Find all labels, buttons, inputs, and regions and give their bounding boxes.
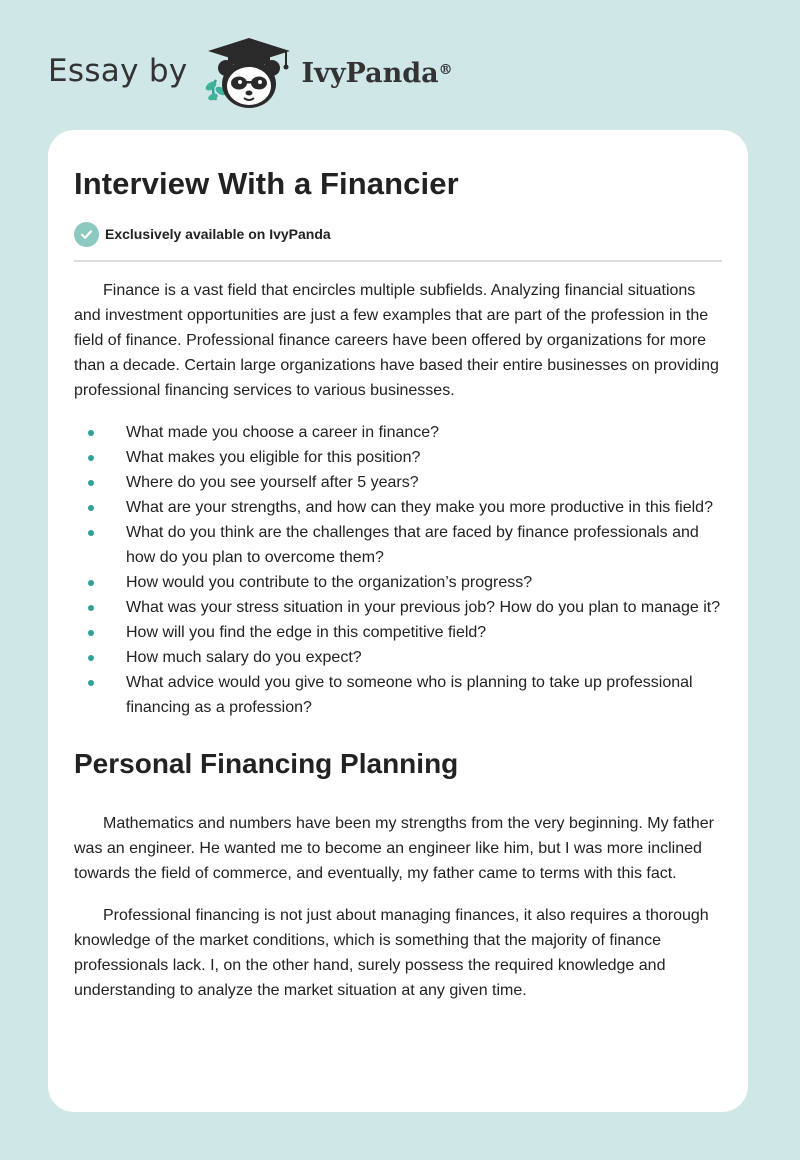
question-text: What made you choose a career in finance?	[126, 424, 440, 441]
registered-mark: ®	[438, 61, 453, 78]
question-text: How will you find the edge in this competitive field?	[126, 624, 487, 641]
exclusive-label: Exclusively available on IvyPanda	[105, 226, 331, 242]
question-text: What advice would you give to someone who is planning to take up professional financing as a profession?	[126, 674, 693, 716]
bullet-icon	[88, 680, 94, 686]
question-text: How much salary do you expect?	[126, 649, 362, 666]
list-item	[74, 445, 722, 470]
bullet-icon	[88, 580, 94, 586]
bullet-icon	[88, 480, 94, 486]
list-item	[74, 470, 722, 495]
list-item	[74, 620, 722, 645]
list-item	[74, 670, 722, 720]
list-item	[74, 645, 722, 670]
intro-paragraph: Finance is a vast field that encircles multiple subfields. Analyzing financial situations and investment opportunities are just a few examples that are part of the profession in the field of finance. Professional finance careers have been offered by organizations for more than a decade. Certain large organizations have based their entire businesses on providing professional financing services to various businesses.	[74, 282, 719, 399]
bullet-icon	[88, 455, 94, 461]
bullet-icon	[88, 505, 94, 511]
list-item	[74, 520, 722, 570]
question-text: What makes you eligible for this position?	[126, 449, 421, 466]
brand-name[interactable]	[302, 58, 453, 89]
bullet-icon	[88, 630, 94, 636]
panda-graduate-logo-icon[interactable]	[202, 36, 298, 112]
section-paragraph: Mathematics and numbers have been my strengths from the very beginning. My father was an engineer. He wanted me to become an engineer like him, but I was more inclined towards the field of commerce, and eventually, my father came to terms with this fact.	[74, 815, 714, 882]
question-text: Where do you see yourself after 5 years?	[126, 474, 419, 491]
bullet-icon	[88, 430, 94, 436]
site-header	[48, 36, 453, 112]
brand-name-label: IvyPanda	[301, 57, 439, 89]
exclusive-badge	[74, 221, 722, 247]
section-paragraph: Professional financing is not just about managing finances, it also requires a thorough knowledge of the market conditions, which is something that the majority of finance professionals lack. I, on the other hand, surely possess the required knowledge and understanding to analyze the market situation at any given time.	[74, 907, 709, 999]
section-heading: Personal Financing Planning	[74, 748, 459, 779]
question-text: How would you contribute to the organization’s progress?	[126, 574, 533, 591]
essay-title: Interview With a Financier	[74, 166, 459, 201]
bullet-icon	[88, 530, 94, 536]
interview-questions-list	[74, 420, 722, 720]
divider	[74, 260, 722, 262]
question-text: What was your stress situation in your previous job? How do you plan to manage it?	[126, 599, 721, 616]
check-icon	[74, 222, 99, 247]
list-item	[74, 570, 722, 595]
bullet-icon	[88, 605, 94, 611]
list-item	[74, 595, 722, 620]
list-item	[74, 495, 722, 520]
question-text: What do you think are the challenges that are faced by finance professionals and how do you plan to overcome them?	[126, 524, 699, 566]
bullet-icon	[88, 655, 94, 661]
essay-by-label: Essay by	[48, 53, 188, 89]
question-text: What are your strengths, and how can they make you more productive in this field?	[126, 499, 713, 516]
essay-card	[48, 130, 748, 1112]
list-item	[74, 420, 722, 445]
